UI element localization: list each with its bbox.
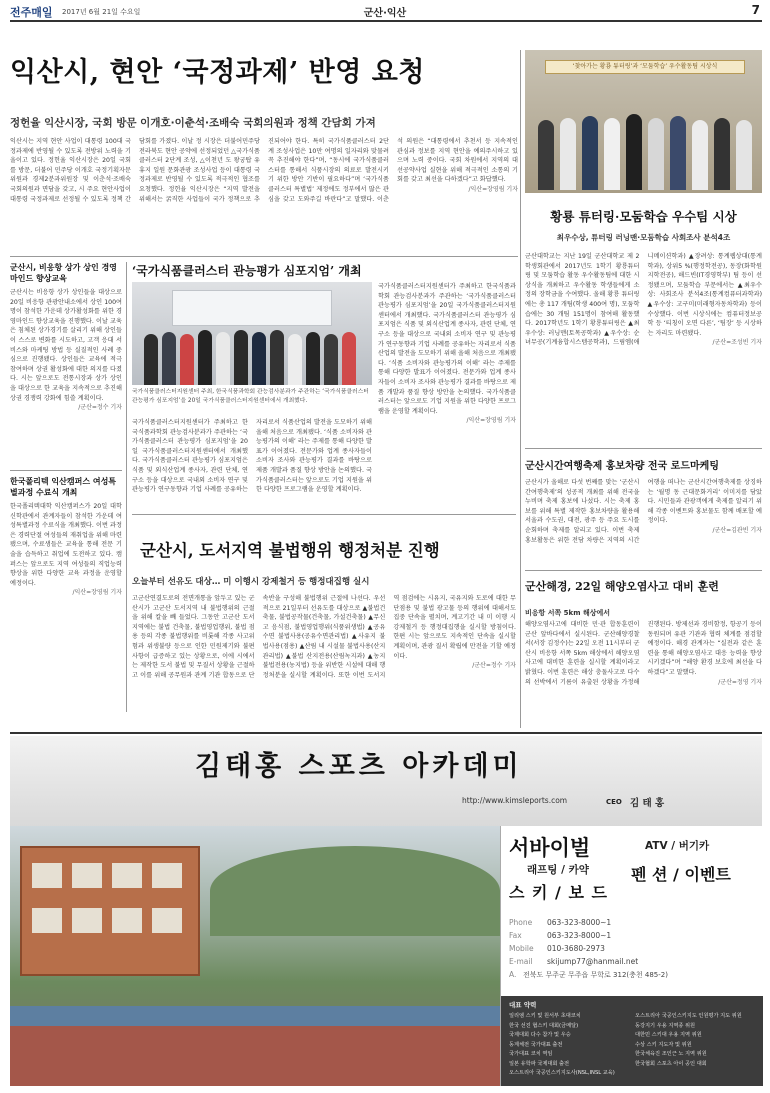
history-item: 오스트리아 국공인스키지도 인원평가 지도 위원 [635,1013,742,1019]
ceremony-banner [545,60,745,74]
ad-url: http://www.kimsleports.com [462,796,568,805]
shop-byline: /군산=정수 기자 [78,404,122,412]
ad-email-row [509,955,759,968]
ad-history-left [509,1012,633,1079]
history-item: 국제대회 다수 참가 및 우승 [509,1032,571,1038]
cluster-body-text-cont: 국가식품클러스터지원센터가 주최하고 한국식품과학회 관능검사분과가 주관하는 ‘국가식품클러스터 관능평가 심포지엄’을 20일 국가식품클러스터지원센터에서 개최했다. 국가식품클러스터 관능평가 심포지엄은 식품 및 외식산업계 종사자, 관련 단체, 연구소 등을 대상으로 국내외 소비자 연구 및 관능평가 연구동향과 기업 사례를 공유하는 자리로서 식품산업의 발전을 도모하기 위해 올해 처음으로 개최됐다. ‘식품 소비자와 관능평가의 이해’ 라는 주제를 통해 다양한 발표가 이어졌다. 전문가와 업계 종사자들이 소비자 조사와 관능평가 결과를 바탕으로 제품 개발과 품질 향상 방안을 논의했다. 국가식품클러스터는 앞으로도 기업 지원을 위한 다양한 프로그램을 운영할 계획이다. [378,283,516,415]
history-item: 수상 스키 지도자 및 위원 [635,1041,692,1048]
shop-body-text: 군산시는 비응항 상가 상인들을 대상으로 20일 비응항 관광안내소에서 상인 100여명이 참석한 가운데 상가활성화를 위한 경영마인드 향상교육을 진행했다. 이날 교육은 침체된 상가경기를 살리기 위해 상인들이 스스로 변화를 시도하고, 고객 응대 서비스와 마케팅 방법 등 실질적인 사례 중심으로 진행됐다. 상인들은 교육에 적극 참여하며 상권 활성화에 대한 의지를 다졌다. 시는 앞으로도 전통시장과 상가 상인을 대상으로 한 교육을 지속적으로 추진해 상권 경쟁력 강화에 힘쓸 계획이다. [10,289,122,402]
lead-body-text: 익산시는 지역 현안 사업이 대통령 100대 국정과제에 반영될 수 있도록 전방위 노력을 기울이고 있다. 정헌율 익산시장은 20일 국회를 방문, 더불어 민주당 이개호 국정기획자문위원과 경제2분과위원장 및 이춘석·조배숙 국회의원과 면담을 갖고, 시 주요 현안사업이 대통령 국정과제로 선정될 수 있도록 정책 간담회를 가졌다. 이날 정 시장은 더불어민주당 전라북도 현안 공약에 선정되었던 △국가식품클러스터 2단계 조성, △이천년 도 왕궁탑 유휴지 일원 문화관광 조성사업 등이 대통령 국정과제로 반영될 수 있도록 적극적인 협조를 요청했다. 정헌율 익산시장은 “지역 발전을 위해서는 굵직한 사업들이 국가 정책으로 추진되어야 한다. 특히 국가식품클러스터 2단계 조성사업은 10만 여명의 일자리와 맞물려 꼭 추진해야 한다”며, “동시에 국가식품클러스터를 통해서 식품시장의 의료로 발전시키기 위한 방안 기반이 필요하다”며 ‘국가식품클러스터 특별법’ 제정에도 정부에서 많은 관심을 갖고 도와주길 바란다”고 말했다. 이춘석 의원은 “대통령에서 추천서 등 지속적인 관심과 정보를 지역 현안을 예의주시하고 있으며 노력 중이다. 국회 차원에서 지역의 대선공약사업 실현을 위해 적극적인 소통의 기회를 갖고 최선을 다하겠다”고 화답했다. [10,138,518,203]
ad-mobile-label: Mobile [509,944,534,953]
divider-police [525,570,762,571]
divider-library [132,514,516,515]
ad-address-row [509,968,759,982]
polytech-headline: 한국폴리텍 익산캠퍼스 여성특별과정 수료식 개최 [10,477,117,497]
ad-info-panel [500,826,762,1086]
tutoring-subhead: 최우수상, 튜터링 러닝맨·모둠학습 사회조사 분석4조 [556,233,731,242]
history-item: 동계체전 국가대표 출전 [509,1041,563,1048]
polytech-byline: /익산=장영림 기자 [72,589,122,597]
lead-subhead: 정헌율 익산시장, 국회 방문 이개호·이춘석·조배숙 국회의원과 정책 간담회 가져 [10,117,376,129]
tutoring-headline: 황룡 튜터링·모둠학습 우수팀 시상 [550,209,737,224]
lead-headline: 익산시, 현안 ‘국정과제’ 반영 요청 [10,57,425,88]
cluster-body-right [378,282,516,510]
ad-fax: 063-323-8000~1 [547,931,612,940]
history-item: 동강지기 우용 지역종 위원 [635,1022,696,1029]
history-item: 국가대표 코치 역임 [509,1051,553,1057]
festival-headline: 군산시간여행축제 홍보차량 전국 로드마케팅 [525,461,719,472]
ad-title: 김태홍 스포츠 아카데미 [195,751,523,782]
ad-address: 전북도 무주군 무주읍 무학로 312(충천 485-2) [523,971,668,979]
ad-photo [10,826,500,1086]
police-body-text: 해양오염사고에 대비한 민·관 합동훈련이 군산 앞바다에서 실시된다. 군산해양경찰서(서장 김정수)는 22일 오전 11시부터 군산시 비응항 서쪽 5km 해상에서 해양오염사고에 대비한 훈련을 실시할 계획이라고 밝혔다. 이번 훈련은 해상 충돌사고로 다수의 선박에서 기름이 유출된 상황을 가정해 진행된다. 방제선과 경비함정, 항공기 등이 동원되며 유관 기관과 협력 체계를 점검할 예정이다. 해경 관계자는 “실전과 같은 훈련을 통해 해양오염사고 대응 능력을 향상시키겠다”며 “해양 환경 보호에 최선을 다하겠다”고 말했다. [525,621,762,686]
tutoring-body-text: 군산대학교는 지난 19일 군산대학교 제 2 학생회관에서 2017년도 1학기 황룡튜터링 및 모둠학습 활동 우수활동팀에 대한 시상식을 개최하고 우수활동 학생들에게 소정의 장학금을 수여했다. 올해 황룡 튜터링에는 총 117 개팀(학생 400여 명), 모둠학습에는 30 개팀 151명이 참여해 활동했다. 2017학년도 1학기 황룡튜터링은 ▲최우수상: 러닝맨(토목공학과) ▲우수상: 순녀무공(기계융합시스템공학과), 드림엠(애니메이션학과) ▲장려상: 통계웹상대(통계학과), 상위5 %(행정학전공), 동장(화학원지학전공), 해드빈(IT경영학부) 팀 등이 선정됐으며, 모둠학습 부문에서는 ▲최우수상: 사회조사 분석4조(통계컴퓨터과학과) ▲우수상: 고구미(미래형자동차학과) 등이 수상했다. 이번 시상식에는 컴퓨터정보공학 등 ‘티칭이 오면 다른’, ‘팀장’ 등 시상하는 자리도 마련됐다. [525,253,762,347]
history-item: 일본 유학파 국제대회 출전 [509,1060,570,1067]
ad-service-pension: 펜 션 / 이벤트 [631,865,731,884]
ad-service-atv: ATV / 버기카 [645,840,710,852]
tutoring-byline: /군산=조성빈 기자 [712,339,762,347]
festival-body [525,478,762,566]
masthead-rule [10,20,762,22]
ad-brand: 서바이벌 [509,835,591,860]
masthead [0,0,770,22]
ad-email: skijump77@hanmail.net [547,957,639,966]
cluster-body-text: 국가식품클러스터지원센터가 주최하고 한국식품과학회 관능검사분과가 주관하는 ‘국가식품클러스터 관능평가 심포지엄’을 20일 국가식품클러스터지원센터에서 개최했다. 국가식품클러스터 관능평가 심포지엄은 식품 및 외식산업계 종사자, 관련 단체, 연구소 등을 대상으로 국내외 소비자 연구 및 관능평가 연구동향과 기업 사례를 공유하는 자리로서 식품산업의 발전을 도모하기 위해 올해 처음으로 개최됐다. ‘식품 소비자와 관능평가의 이해’ 라는 주제를 통해 다양한 발표가 이어졌다. 전문가와 업계 종사자들이 소비자 조사와 관능평가 결과를 바탕으로 제품 개발과 품질 향상 방안을 논의했다. 국가식품클러스터는 앞으로도 기업 지원을 위한 다양한 프로그램을 운영할 계획이다. [132,419,372,494]
ad-court-red [10,1026,500,1086]
history-item: 일리엠 스키 및 원서부 초대코치 [509,1013,581,1019]
ad-title-band [10,736,762,826]
divider-left [10,470,122,471]
tutoring-photo [525,50,762,193]
polytech-body [10,502,122,710]
cluster-byline: /익산=장영림 기자 [466,417,516,425]
ad-history-title: 대표 약력 [509,1001,537,1009]
ad-service-ski: 스 키 / 보 드 [509,883,608,902]
festival-body-text: 군산시가 올해로 다섯 번째를 맞는 ‘군산시간여행축제’의 성공적 개최를 위해 전국을 누비며 축제 홍보에 나섰다. 시는 축제 홍보를 위해 특별 제작한 홍보차량을 활용해 서울과 수도권, 대전, 광주 등 주요 도시를 순회하며 축제를 알리고 있다. 이번 축제 홍보활동은 위한 전담 차량은 지역의 시간여행을 떠나는 군산시간여행축제를 상징하는 ‘월명 동 근대문화거리’ 이미지를 담았다. 시민들과 관광객에게 축제를 알리기 위해 각종 이벤트와 홍보물도 함께 배포할 예정이다. [525,479,762,544]
ad-email-label: E-mail [509,957,533,966]
ad-fax-label: Fax [509,931,522,940]
library-byline: /군산=정수 기자 [472,662,516,670]
students-group [530,100,757,190]
ad-ceo-name: 김 태 홍 [630,798,665,809]
police-subhead: 비응항 서쪽 5km 해상에서 [525,609,610,617]
history-item: 오스트리아 국공인스키지도사(NSL,INSL 교육) [509,1070,615,1076]
vertical-rule-left [126,262,127,712]
library-headline: 군산시, 도서지역 불법행위 행정처분 진행 [140,541,440,560]
stage-screen [172,290,332,326]
ad-phone: 063-323-8000~1 [547,918,612,927]
library-body-text: 고군산연결도로의 전면개통을 앞두고 있는 군산시가 고군산 도서지역 내 불법행위의 근절을 위해 칼을 빼 들었다. 그동안 고군산 도서지역에는 불법 건축물, 불법영업행위, 불법 점용 등의 각종 불법행위를 비롯해 각종 사고위험과 위생불량 등으로 인한 민원제기와 불편사항이 급증하고 있는 상황으로, 이에 시에서는 제작한 도서 불법 및 무질서 상황을 근절하고 이를 위해 공무원과 관계 기관 합동으로 단속반을 구성해 불법행위 근절에 나선다. 우선적으로 21일부터 선유도를 대상으로 ▲불법건축물, 불법공작물(건축물, 가설건축물) ▲무신고 음식점, 불법영업행위(식품위생법) ▲공유수면 불법사용(공유수면관리법) ▲사유지 불법사용(점용) ▲산림 내 시설물 불법사용(산지관리법) ▲불법 산지전용(산림녹지과) ▲농지 불법전용(농지법) 등을 위반한 시설에 대해 행정처분을 실시할 계획이다. 또한 이번 도서지역 점검에는 시유지, 국유지와 도로에 대한 무단점용 및 불법 광고물 등의 행위에 대해서도 집중 단속을 펼치며, 계고기간 내 미 이행 시 강제철거 등 행정대집행을 실시할 방침이다. 한편 시는 앞으로도 지속적인 단속을 실시할 계획이며, 관광 질서 확립에 만전을 기할 예정이다. [132,595,516,679]
polytech-body-text: 한국폴리텍대학 익산캠퍼스가 20일 대학 신학관에서 관계자들이 참석한 가운데 여성특별과정 수료식을 개최했다. 이번 과정은 경력단절 여성들의 재취업을 위해 마련됐으며, 수료생들은 교육을 통해 전문 기술을 습득하고 취업에 도전하고 있다. 캠퍼스는 앞으로도 지역 여성들의 직업능력 향상을 위한 다양한 교육 과정을 운영할 예정이다. [10,503,122,587]
ad-address-label: A. [509,970,517,979]
banner-text: ‘찾아가는 황룡 튜터링’과 ‘모둠학습’ 우수활동팀 시상식 [572,63,718,70]
cluster-body-left [132,418,372,510]
section-title: 군산·익산 [363,8,407,19]
divider-festival [525,448,762,449]
advertisement [10,736,762,1086]
history-item: 한국체육진 조인근 노 지역 위원 [635,1051,707,1057]
police-byline: /군산=정영 기자 [718,678,762,686]
ad-history [501,996,763,1086]
history-item: 대한민 스키대 우용 지역 위원 [635,1032,702,1038]
library-subhead: 오늘부터 선유도 대상… 미 이행시 강제철거 등 행정대집행 실시 [132,577,370,587]
history-item: 한국 선진 협스키 대회(금메달) [509,1022,579,1029]
issue-date: 2017년 6월 21일 수요일 [62,8,141,16]
festival-byline: /군산=김관빈 기자 [712,526,762,534]
tutoring-body [525,252,762,444]
ad-contact [509,916,759,982]
ad-phone-label: Phone [509,918,533,927]
ad-history-right [635,1012,759,1069]
ad-mobile-row [509,942,759,955]
police-headline: 군산해경, 22일 해양오염사고 대비 훈련 [525,580,719,593]
ad-building [20,846,200,976]
ad-phone-row [509,916,759,929]
cluster-photo [132,282,372,385]
ad-top-rule [10,732,762,734]
divider-lead [10,256,518,257]
shop-body [10,288,122,466]
ad-fax-row [509,929,759,942]
history-item: 한국협회 스포츠 아이 공인 대회 [635,1060,707,1067]
cluster-headline: ‘국가식품클러스터 관능평가 심포지엄’ 개최 [132,264,362,278]
paper-name: 전주매일 [10,6,53,19]
page-number: 7 [751,3,760,17]
lead-byline: /익산=장영림 기자 [468,185,518,193]
ad-mobile: 010-3680-2973 [547,944,605,953]
ad-ceo-label: CEO [606,798,622,806]
cluster-caption: 국가식품클러스터지원센터 주최, 한국식품과학회 관능검사분과가 주관하는 ‘국가식품클러스터 관능평가 심포지엄’을 20일 국가식품클러스터지원센터에서 개최했다. [132,389,369,404]
people-row [140,322,366,385]
vertical-rule-mid [520,50,521,728]
ad-mountains [210,846,500,936]
ad-service-rafting: 래프팅 / 카약 [527,864,589,876]
police-body [525,620,762,728]
shop-headline: 군산시, 비응항 상가 상인 경영마인드 향상교육 [10,263,117,283]
library-body [132,594,516,728]
lead-body [10,137,518,252]
